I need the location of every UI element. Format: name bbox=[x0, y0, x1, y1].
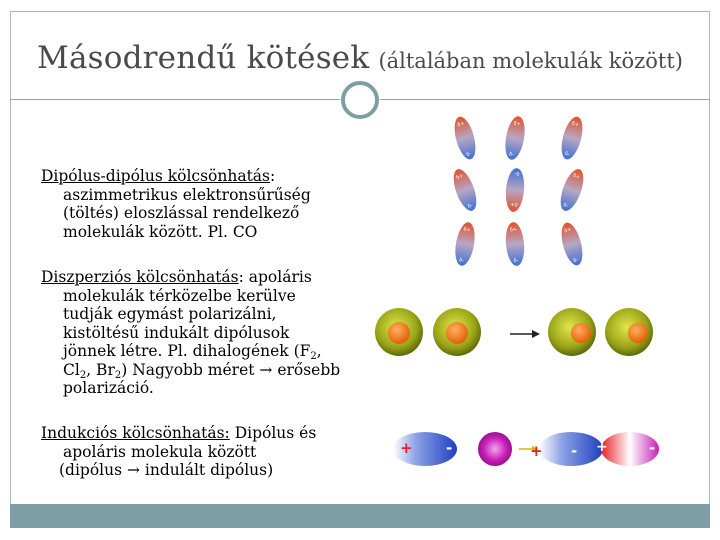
induction-heading-line bbox=[41, 424, 316, 443]
delta-plus-label: δ+ bbox=[462, 226, 472, 234]
plus-label: + bbox=[596, 439, 608, 455]
sphere-pair-after bbox=[548, 308, 653, 356]
delta-minus-label: δ- bbox=[465, 151, 472, 159]
text-part: , Br bbox=[86, 360, 115, 379]
title-subtitle: (általában molekulák között) bbox=[378, 49, 683, 73]
arrow-icon bbox=[510, 330, 540, 338]
subscript: 2 bbox=[114, 369, 122, 381]
dipole-line: (töltés) eloszlással rendelkező bbox=[63, 204, 300, 222]
minus-label: - bbox=[571, 442, 578, 460]
subscript: 2 bbox=[79, 369, 87, 381]
dipole-molecules-grid bbox=[448, 113, 598, 273]
title-main: Másodrendű kötések bbox=[37, 40, 370, 76]
dipole-molecule bbox=[556, 166, 588, 214]
electron-cloud bbox=[446, 322, 468, 344]
induction-section bbox=[41, 424, 316, 480]
dipole-molecule bbox=[504, 167, 526, 212]
delta-minus-label: δ- bbox=[458, 257, 465, 265]
delta-minus-label: δ- bbox=[563, 150, 571, 158]
slide-title bbox=[0, 40, 720, 76]
dipole-molecule bbox=[502, 115, 527, 161]
delta-minus-label: δ- bbox=[562, 202, 569, 210]
delta-minus-label: δ- bbox=[508, 151, 515, 159]
dispersion-heading-line bbox=[41, 268, 340, 287]
text-part: ) Nagyobb méret → erősebb bbox=[121, 360, 341, 379]
delta-plus-label: δ+ bbox=[563, 226, 573, 235]
dipole-heading-line bbox=[41, 167, 311, 186]
dipole-molecule bbox=[504, 221, 526, 266]
delta-minus-label: δ- bbox=[514, 169, 520, 177]
delta-plus-label: δ+ bbox=[509, 226, 518, 234]
delta-plus-label: δ+ bbox=[456, 120, 466, 129]
dispersion-heading-rest: : apoláris bbox=[238, 268, 312, 286]
dispersion-heading: Diszperziós kölcsönhatás bbox=[41, 268, 239, 286]
delta-plus-label: δ+ bbox=[510, 200, 519, 208]
text-part: Cl bbox=[63, 360, 80, 379]
delta-plus-label: δ+ bbox=[455, 172, 465, 182]
minus-label: - bbox=[446, 439, 453, 457]
dispersion-line: polarizáció. bbox=[63, 379, 154, 397]
dipole-molecule bbox=[449, 166, 481, 214]
dipole-molecule bbox=[452, 221, 477, 267]
dispersion-line-cl-br bbox=[41, 361, 340, 380]
text-part: , bbox=[316, 342, 322, 360]
dipole-heading: Dipólus-dipólus kölcsönhatás bbox=[41, 167, 271, 185]
delta-plus-label: δ+ bbox=[572, 172, 581, 181]
dipole-molecule bbox=[558, 114, 587, 161]
dipole-line: aszimmetrikus elektronsűrűség bbox=[63, 185, 311, 204]
footer-bar bbox=[10, 504, 710, 528]
plus-label: + bbox=[530, 442, 543, 460]
title-rule-left bbox=[10, 99, 340, 100]
dipole-line: molekulák között. Pl. CO bbox=[63, 222, 258, 241]
delta-plus-label: δ+ bbox=[570, 120, 580, 129]
title-rule-right bbox=[380, 99, 710, 100]
delta-minus-label: δ- bbox=[572, 257, 579, 265]
delta-minus-label: δ- bbox=[513, 257, 519, 265]
text-part: jönnek létre. Pl. dihalogének (F bbox=[63, 342, 311, 360]
dispersion-figure bbox=[370, 302, 660, 367]
induction-line: apoláris molekula között bbox=[63, 442, 257, 461]
dispersion-line: tudják egymást polarizálni, bbox=[63, 305, 277, 323]
plus-label: + bbox=[400, 439, 413, 457]
induction-heading-rest: Dipólus és bbox=[229, 424, 317, 442]
dispersion-section bbox=[41, 268, 340, 398]
dispersion-line-f2 bbox=[41, 342, 340, 361]
shifted-electron-cloud bbox=[628, 323, 648, 343]
shifted-electron-cloud bbox=[571, 323, 591, 343]
nonpolar-molecule bbox=[478, 432, 512, 466]
title-circle-ornament bbox=[341, 81, 379, 119]
electron-cloud bbox=[388, 322, 410, 344]
minus-label: - bbox=[649, 439, 656, 457]
delta-plus-label: δ+ bbox=[512, 120, 522, 128]
dispersion-line: kistöltésű indukált dipólusok bbox=[63, 323, 290, 342]
sphere-pair-before bbox=[375, 308, 481, 356]
dispersion-line: molekulák térközelbe kerülve bbox=[63, 286, 296, 305]
dipole-dipole-section bbox=[41, 167, 311, 241]
induction-line: (dipólus → indulált dipólus) bbox=[59, 461, 274, 479]
subscript: 2 bbox=[310, 351, 317, 362]
delta-minus-label: δ- bbox=[466, 202, 474, 210]
dipole-heading-colon: : bbox=[270, 167, 276, 185]
induction-heading: Indukciós kölcsönhatás: bbox=[41, 424, 230, 442]
dipole-molecule bbox=[558, 220, 587, 267]
dipole-molecule bbox=[451, 114, 480, 161]
induction-figure bbox=[385, 425, 670, 475]
